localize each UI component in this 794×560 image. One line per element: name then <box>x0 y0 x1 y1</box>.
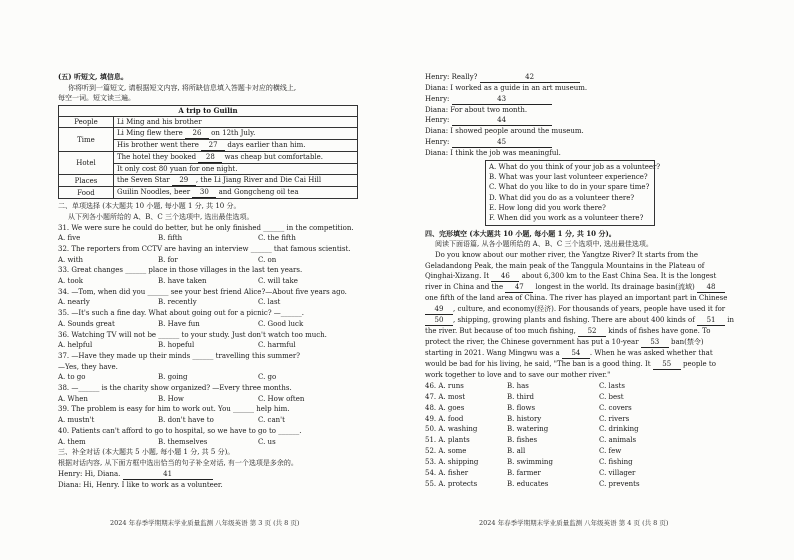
text-segment: Geladandong Peak, the main peak of the Tanggula Mountains in the Plateau of <box>425 261 705 270</box>
cloze-option: B. third <box>507 392 534 401</box>
box-option: D. What did you do as a volunteer there? <box>489 193 635 202</box>
dialogue-text: Diana: I think the job was meaningful. <box>425 149 561 158</box>
cloze-option: C. covers <box>599 403 632 412</box>
cloze-option: 46. A. runs <box>425 381 464 390</box>
table-cell <box>114 175 358 187</box>
option-text: C. on <box>258 255 277 264</box>
dialogue-options-box <box>485 160 661 226</box>
section5-instruction-1: 你将听到一篇短文, 请根据短文内容, 将所缺信息填入答题卡对应的横线上, <box>68 83 297 92</box>
text-segment: Li Ming and his brother <box>117 118 202 127</box>
option-text: A. Sounds great <box>58 319 115 328</box>
passage-line <box>425 359 765 370</box>
option-text: A. to go <box>58 373 86 382</box>
option-text: A. took <box>58 277 83 286</box>
passage-line <box>425 250 765 261</box>
box-option: B. What was your last volunteer experience? <box>489 173 648 182</box>
option-text: A. mustn't <box>58 416 95 425</box>
cloze-option: B. flows <box>507 403 536 412</box>
table-title: A trip to Guilin <box>59 106 358 117</box>
text-segment: in <box>725 316 735 325</box>
question-stem: 39. The problem is easy for him to work out. You ______ help him. <box>58 405 290 414</box>
cloze-option: 47. A. most <box>425 392 466 401</box>
passage-line <box>425 282 765 293</box>
text-segment: and Gongcheng oil tea <box>216 188 299 197</box>
dialogue-line <box>425 115 765 126</box>
table-key-places: Places <box>59 175 114 187</box>
dialogue-text: Diana: For about two month. <box>425 105 528 114</box>
option-text: B. don't have to <box>158 416 214 425</box>
cloze-option: B. watering <box>507 425 549 434</box>
cloze-option: 55. A. protects <box>425 479 478 488</box>
cloze-option: 54. A. fisher <box>425 469 469 478</box>
table-cell <box>114 152 358 164</box>
table-key-people: People <box>59 117 114 128</box>
cloze-option: B. swimming <box>507 458 553 467</box>
option-text: C. will take <box>258 277 298 286</box>
question-stem: 38. —______ is the charity show organized? —Every three months. <box>58 384 292 393</box>
right-page <box>397 0 794 560</box>
text-segment: ban(禁令) <box>668 338 704 347</box>
dialogue-text: Diana: I showed people around the museum. <box>425 127 584 136</box>
text-segment: longest in the world. Its drainage basin(流域) <box>533 283 697 292</box>
right-column <box>425 72 765 490</box>
option-text: C. can't <box>258 416 285 425</box>
passage-line <box>425 304 765 315</box>
text-segment: , the Li Jiang River and Die Cai Hill <box>195 176 322 185</box>
question-stem: 40. Patients can't afford to go to hospital, so we have to go to ______. <box>58 426 302 435</box>
option-text: B. Have fun <box>158 319 200 328</box>
question-options <box>58 297 358 308</box>
option-text: A. helpful <box>58 341 93 350</box>
text-segment: Li Ming flew there <box>117 129 185 138</box>
dialogue-text: Henry: <box>425 94 452 103</box>
answer-blank-26: 26 <box>185 129 209 139</box>
cloze-option: C. fishing <box>599 458 633 467</box>
option-text: B. recently <box>158 298 197 307</box>
text-segment: kinds of fishes have gone. To <box>606 327 711 336</box>
table-key-hotel: Hotel <box>59 152 114 175</box>
dialogue-line <box>425 83 765 94</box>
cloze-option: C. prevents <box>599 479 640 488</box>
text-segment: . When he was asked whether that <box>589 349 713 358</box>
option-text: B. going <box>158 373 188 382</box>
dialogue-line <box>425 126 765 137</box>
left-footer: 2024 年春季学期期末学业质量监测 八年级英语 第 3 页 (共 8 页) <box>110 519 300 527</box>
question-options <box>58 276 358 287</box>
passage-line <box>425 326 765 337</box>
text-segment: was cheap but comfortable. <box>222 153 324 162</box>
question-stem: 32. The reporters from CCTV are having an interview ______ that famous scientist. <box>58 244 351 253</box>
text-segment: the Seven Star <box>117 176 172 185</box>
answer-blank-54: 54 <box>562 349 590 359</box>
answer-blank-48: 48 <box>697 283 725 293</box>
option-text: A. When <box>58 394 88 403</box>
dialogue-text: Diana: I worked as a guide in an art museum. <box>425 84 588 92</box>
answer-blank-51: 51 <box>697 316 725 326</box>
left-column <box>58 72 358 490</box>
table-cell <box>114 140 358 152</box>
question-stem: 35. —It's such a fine day. What about going out for a picnic? —______. <box>58 309 305 318</box>
question-options <box>58 255 358 266</box>
table-key-time: Time <box>59 128 114 152</box>
text-segment: one fifth of the land area of China. The river has played an important part in Chinese <box>425 294 728 303</box>
question-stem: 34. —Tom, when did you ______ see your best friend Alice?—About five years ago. <box>58 287 347 296</box>
option-text: B. hopeful <box>158 341 195 350</box>
answer-blank-43: 43 <box>452 95 552 105</box>
cloze-option: C. animals <box>599 436 637 445</box>
question-stem-continued: —Yes, they have. <box>58 362 118 371</box>
question-options <box>58 372 358 383</box>
text-segment: The hotel they booked <box>117 153 199 162</box>
section2-title: 二、单项选择 (本大题共 10 小题, 每小题 1 分, 共 10 分。 <box>58 202 241 211</box>
dialogue-speaker-text: Henry: Hi, Diana. <box>58 469 121 478</box>
answer-blank-42: 42 <box>480 73 580 83</box>
dialogue-text: Henry: Really? <box>425 73 480 81</box>
option-text: C. last <box>258 298 281 307</box>
answer-blank-46: 46 <box>491 272 519 282</box>
box-option: C. What do you like to do in your spare time? <box>489 183 650 192</box>
cloze-option: 52. A. some <box>425 447 467 456</box>
box-option: E. How long did you work there? <box>489 204 606 212</box>
cloze-option: C. best <box>599 392 624 401</box>
text-segment: would be bad for his living, he said, "The ban is a good thing. It <box>425 360 653 369</box>
cloze-option: 53. A. shipping <box>425 458 479 467</box>
option-text: C. harmful <box>258 341 296 350</box>
text-segment: river in China and the <box>425 283 506 292</box>
text-segment: people to <box>680 360 716 369</box>
cloze-option: B. has <box>507 381 529 390</box>
option-text: A. nearly <box>58 298 90 307</box>
option-text: B. fifth <box>158 234 183 243</box>
answer-blank-50: 50 <box>425 316 453 326</box>
answer-blank-44: 44 <box>452 116 552 126</box>
cloze-option: B. farmer <box>507 469 541 478</box>
table-row <box>59 187 358 199</box>
option-text: B. for <box>158 255 178 264</box>
section4-title: 四、完形填空 (本大题共 10 小题, 每小题 1 分, 共 10 分)。 <box>425 228 616 238</box>
option-text: A. five <box>58 234 81 243</box>
option-text: C. Good luck <box>258 319 304 328</box>
cloze-option: 48. A. goes <box>425 403 465 412</box>
multiple-choice-list <box>58 223 358 448</box>
option-text: C. the fifth <box>258 234 296 243</box>
cloze-passage <box>425 250 765 381</box>
dialogue-line <box>425 137 765 148</box>
passage-line <box>425 337 765 348</box>
answer-blank-47: 47 <box>505 283 533 293</box>
cloze-option: B. educates <box>507 479 549 488</box>
option-text: B. themselves <box>158 437 208 446</box>
text-segment: , shipping, growing plants and fishing. There are about 400 kinds of <box>453 316 698 325</box>
passage-line <box>425 261 765 272</box>
question-stem: 31. We were sure he could do better, but he only finished ______ in the competition. <box>58 223 354 232</box>
box-option: F. When did you work as a volunteer there? <box>489 214 644 223</box>
cloze-option: 49. A. food <box>425 414 464 423</box>
answer-blank-55: 55 <box>653 360 681 370</box>
text-segment: starting in 2021. Wang Mingwu was a <box>425 349 562 358</box>
dialogue-line <box>425 148 765 159</box>
question-options <box>58 415 358 426</box>
answer-blank-41: 41 <box>123 470 213 480</box>
cloze-option: 51. A. plants <box>425 436 470 445</box>
text-segment: , culture, and economy(经济). For thousands of years, people have used it for <box>453 305 726 314</box>
table-cell <box>114 117 358 128</box>
cloze-option: B. all <box>507 447 526 456</box>
text-segment: on 12th July. <box>208 129 256 138</box>
section4-instruction: 阅读下面语篇, 从各小题所给的 A、B、C 三个选项中, 选出最佳选项。 <box>435 240 653 249</box>
cloze-option: C. few <box>599 447 622 456</box>
text-segment: work together to love and to save our mother river." <box>425 371 611 380</box>
section5-title: (五) 听短文, 填信息。 <box>58 72 128 81</box>
passage-line <box>425 315 765 326</box>
cloze-options-grid <box>425 381 765 490</box>
table-row <box>59 117 358 128</box>
table-cell <box>114 128 358 140</box>
info-table <box>58 105 358 199</box>
question-options <box>58 340 358 351</box>
cloze-option: C. drinking <box>599 425 639 434</box>
passage-line <box>425 271 765 282</box>
question-stem: 33. Great changes ______ place in those villages in the last ten years. <box>58 266 303 275</box>
text-segment: days earlier than him. <box>225 141 306 150</box>
cloze-option: B. fishes <box>507 436 538 445</box>
answer-blank-45: 45 <box>452 138 552 148</box>
section2-instruction: 从下列各小题所给的 A、B、C 三个选项中, 选出最佳选项。 <box>68 212 254 221</box>
dialogue-text: Henry: <box>425 138 452 147</box>
question-stem: 36. Watching TV will not be ______ to your study. Just don't watch too much. <box>58 330 327 339</box>
cloze-option: B. history <box>507 414 542 423</box>
text-segment: Qinghai-Xizang. It <box>425 272 492 281</box>
text-segment: protect the river, the Chinese government has put a 10-year <box>425 338 641 347</box>
text-segment: the river. But because of too much fishing, <box>425 327 579 336</box>
option-text: C. us <box>258 437 276 446</box>
answer-blank-52: 52 <box>578 327 606 337</box>
question-options <box>58 394 358 405</box>
dialogue-line-diana: Diana: Hi, Henry. I like to work as a volunteer. <box>58 480 223 489</box>
box-option: A. What do you think of your job as a volunteer? <box>489 162 661 171</box>
question-options <box>58 233 358 244</box>
question-stem: 37. —Have they made up their minds ______ travelling this summer? <box>58 351 301 360</box>
right-footer: 2024 年春季学期期末学业质量监测 八年级英语 第 4 页 (共 8 页) <box>479 519 669 527</box>
option-text: A. with <box>58 255 84 264</box>
dialogue-text: Henry: <box>425 116 452 125</box>
answer-blank-49: 49 <box>425 305 453 315</box>
passage-line <box>425 293 765 304</box>
passage-line <box>425 348 765 359</box>
dialogue-line <box>425 72 765 83</box>
option-text: B. have taken <box>158 277 207 286</box>
answer-blank-29: 29 <box>172 176 196 186</box>
dialogue-line <box>425 105 765 116</box>
question-options <box>58 319 358 330</box>
question-options <box>58 437 358 448</box>
option-text: A. them <box>58 437 86 446</box>
option-text: C. How often <box>258 394 305 403</box>
text-segment: It only cost 80 yuan for one night. <box>117 165 238 174</box>
text-segment: His brother went there <box>117 141 202 150</box>
section3-title: 三、补全对话 (本大题共 5 小题, 每小题 1 分, 共 5 分)。 <box>58 448 235 457</box>
option-text: C. go <box>258 373 277 382</box>
text-segment: Do you know about our mother river, the Yangtze River? It starts from the <box>435 251 699 259</box>
answer-blank-27: 27 <box>201 141 225 151</box>
table-row <box>59 128 358 140</box>
answer-blank-30: 30 <box>192 188 216 198</box>
dialogue-line <box>425 94 765 105</box>
text-segment: about 6,300 km to the East China Sea. It is the longest <box>519 272 717 281</box>
option-text: B. How <box>158 394 184 403</box>
table-row <box>59 175 358 187</box>
answer-blank-53: 53 <box>641 338 669 348</box>
passage-line <box>425 370 765 381</box>
table-cell <box>114 187 358 199</box>
section3-instruction: 根据对话内容, 从下面方框中选出恰当的句子补全对话, 有一个选项是多余的。 <box>58 458 298 467</box>
text-segment: Guilin Noodles, beer <box>117 188 193 197</box>
table-key-food: Food <box>59 187 114 199</box>
cloze-option: C. villager <box>599 469 636 478</box>
section5-instruction-2: 每空一词。短文读三遍。 <box>58 94 135 103</box>
table-cell <box>114 164 358 175</box>
cloze-option: C. lasts <box>599 381 625 390</box>
dialogue-line-henry <box>58 469 358 480</box>
table-row <box>59 152 358 164</box>
cloze-option: C. rivers <box>599 414 630 423</box>
answer-blank-28: 28 <box>198 153 222 163</box>
dialogue-list <box>425 72 765 159</box>
cloze-option: 50. A. washing <box>425 425 478 434</box>
